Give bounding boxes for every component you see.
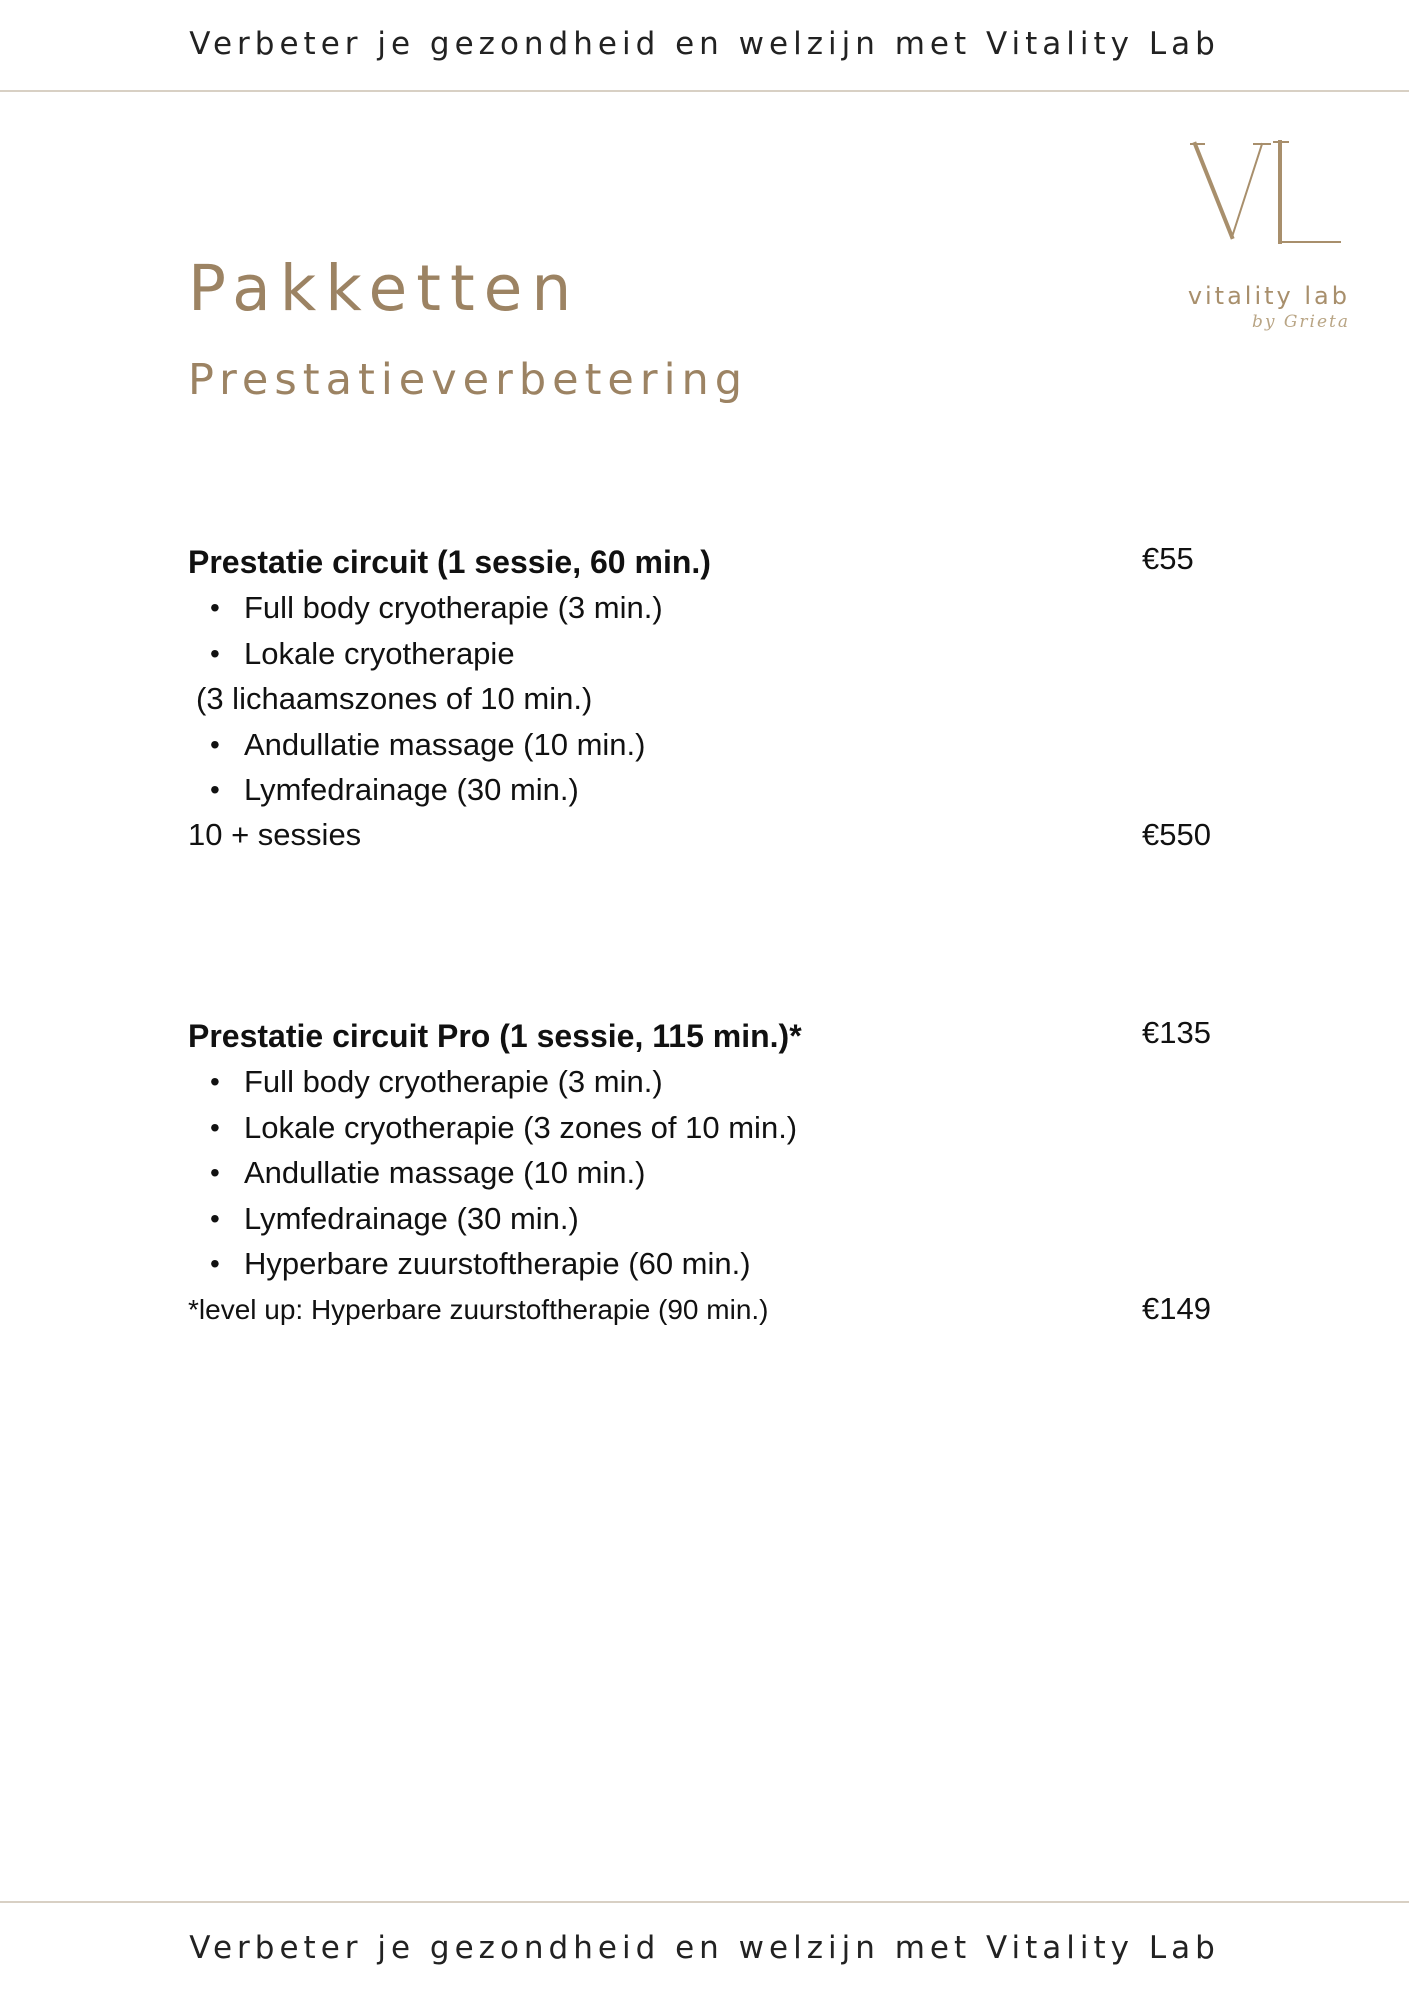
package-extra — [188, 1286, 1238, 1331]
list-item: • Lymfedrainage (30 min.) — [188, 1196, 1238, 1241]
list-item: • Lymfedrainage (30 min.) — [188, 767, 1238, 812]
package-prestatie-circuit-pro — [188, 1014, 1238, 1332]
vitality-lab-logo — [1140, 132, 1360, 347]
list-item: • Lokale cryotherapie (3 zones of 10 min.) — [188, 1105, 1238, 1150]
package-title: Prestatie circuit Pro (1 sessie, 115 min.)* €135 — [188, 1014, 1238, 1059]
header-divider — [0, 90, 1409, 92]
logo-signature: by Grieta — [1251, 312, 1350, 332]
package-prestatie-circuit — [188, 540, 1238, 858]
extra-label: *level up: Hyperbare zuurstoftherapie (90 min.) — [188, 1294, 769, 1326]
package-price: €55 — [1142, 541, 1194, 576]
footer-divider — [0, 1901, 1409, 1903]
header-tagline: Verbeter je gezondheid en welzijn met Vitality Lab — [189, 26, 1220, 62]
package-title: Prestatie circuit (1 sessie, 60 min.) €55 — [188, 540, 1238, 585]
list-item: • Full body cryotherapie (3 min.) — [188, 585, 1238, 630]
page-subtitle: Prestatieverbetering — [188, 355, 749, 405]
list-item: • Hyperbare zuurstoftherapie (60 min.) — [188, 1241, 1238, 1286]
extra-price: €149 — [1142, 1291, 1211, 1327]
page-title: Pakketten — [188, 252, 581, 325]
vl-monogram-icon — [1190, 132, 1350, 252]
footer-tagline: Verbeter je gezondheid en welzijn met Vitality Lab — [189, 1930, 1220, 1966]
list-item: • Andullatie massage (10 min.) — [188, 1150, 1238, 1195]
list-item: • Lokale cryotherapie — [188, 631, 1238, 676]
list-item: • Andullatie massage (10 min.) — [188, 722, 1238, 767]
extra-price: €550 — [1142, 817, 1211, 853]
extra-label: 10 + sessies — [188, 817, 362, 853]
package-price: €135 — [1142, 1015, 1211, 1050]
package-extra — [188, 812, 1238, 857]
list-item: • Full body cryotherapie (3 min.) — [188, 1059, 1238, 1104]
list-item-continuation: (3 lichaamszones of 10 min.) — [196, 681, 593, 717]
logo-name: vitality lab — [1187, 282, 1350, 310]
